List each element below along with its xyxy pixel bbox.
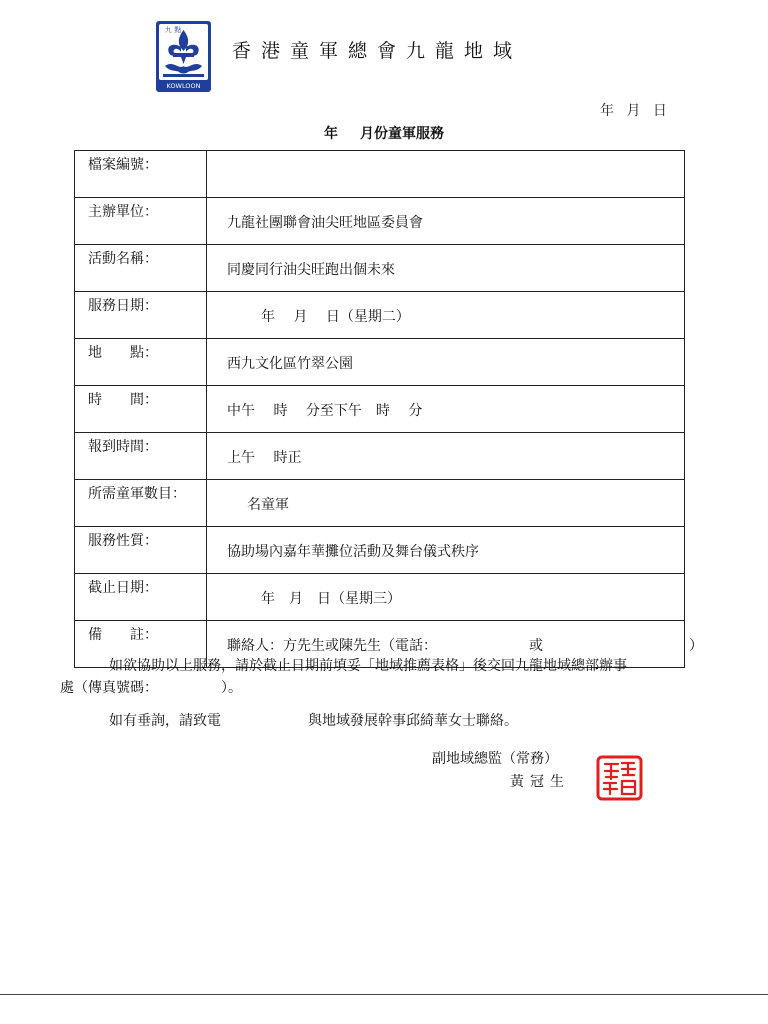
event-name-value: 同慶同行油尖旺跑出個未來	[227, 262, 395, 278]
instruction-paragraph	[60, 655, 700, 699]
letter-date: 年 月 日	[600, 103, 667, 119]
enquiry-text-a: 如有垂詢，請致電	[109, 713, 221, 729]
contact-value: 聯絡人：方先生或陳先生（電話：	[227, 638, 437, 654]
organizer-value: 九龍社團聯會油尖旺地區委員會	[227, 215, 423, 231]
row-label: 檔案編號：	[75, 151, 207, 198]
row-value	[207, 480, 685, 527]
signatory-title: 副地域總監（常務）	[432, 751, 558, 767]
organization-title: 香港童軍總會九龍地域	[232, 40, 523, 62]
red-seal-stamp-icon	[596, 755, 643, 801]
row-label: 服務性質：	[75, 527, 207, 574]
row-value	[207, 433, 685, 480]
time-value: 中午 時 分至下午 時 分	[227, 403, 423, 419]
row-label: 時 間：	[75, 386, 207, 433]
row-value	[207, 245, 685, 292]
table-row	[75, 339, 685, 386]
scouts-needed-value: 名童軍	[247, 497, 289, 513]
footer-divider	[0, 994, 768, 995]
table-row	[75, 198, 685, 245]
row-value	[207, 386, 685, 433]
form-title-month: 月份童軍服務	[360, 126, 444, 142]
row-value	[207, 292, 685, 339]
table-row	[75, 151, 685, 198]
row-label: 所需童軍數目：	[75, 480, 207, 527]
instruction-line-1: 如欲協助以上服務，請於截止日期前填妥「地域推薦表格」後交回九龍地域總部辦事	[109, 658, 627, 674]
signatory-name: 黃冠生	[510, 774, 570, 790]
instruction-line-2: 處（傳真號碼： ）。	[60, 680, 242, 696]
report-time-value: 上午 時正	[227, 450, 302, 466]
table-row	[75, 480, 685, 527]
row-label: 活動名稱：	[75, 245, 207, 292]
enquiry-text-b: 與地域發展幹事邱綺華女士聯絡。	[308, 713, 518, 729]
form-title-year: 年	[324, 126, 338, 142]
table-row	[75, 574, 685, 621]
service-date-value: 年 月 日（星期二）	[261, 309, 410, 325]
table-row	[75, 292, 685, 339]
row-value	[207, 527, 685, 574]
table-row	[75, 433, 685, 480]
deadline-value: 年 月 日（星期三）	[261, 591, 401, 607]
row-label: 服務日期：	[75, 292, 207, 339]
service-details-table	[74, 150, 703, 668]
logo-label-bottom: KOWLOON	[166, 82, 201, 90]
row-label: 備 註：	[75, 621, 207, 668]
row-value	[207, 151, 685, 198]
row-label: 主辦單位：	[75, 198, 207, 245]
row-value	[207, 198, 685, 245]
location-value: 西九文化區竹翠公園	[227, 356, 353, 372]
contact-or: 或	[529, 638, 543, 654]
form-title	[0, 123, 768, 143]
row-value	[207, 574, 685, 621]
row-value	[207, 339, 685, 386]
service-nature-value: 協助場內嘉年華攤位活動及舞台儀式秩序	[227, 544, 479, 560]
row-label: 截止日期：	[75, 574, 207, 621]
row-label: 報到時間：	[75, 433, 207, 480]
logo-label-top: 九 點	[165, 26, 182, 34]
table-row	[75, 386, 685, 433]
contact-close-paren: ）	[689, 638, 703, 654]
table-row	[75, 245, 685, 292]
kowloon-region-logo-icon	[155, 20, 212, 93]
table-row	[75, 527, 685, 574]
row-label: 地 點：	[75, 339, 207, 386]
